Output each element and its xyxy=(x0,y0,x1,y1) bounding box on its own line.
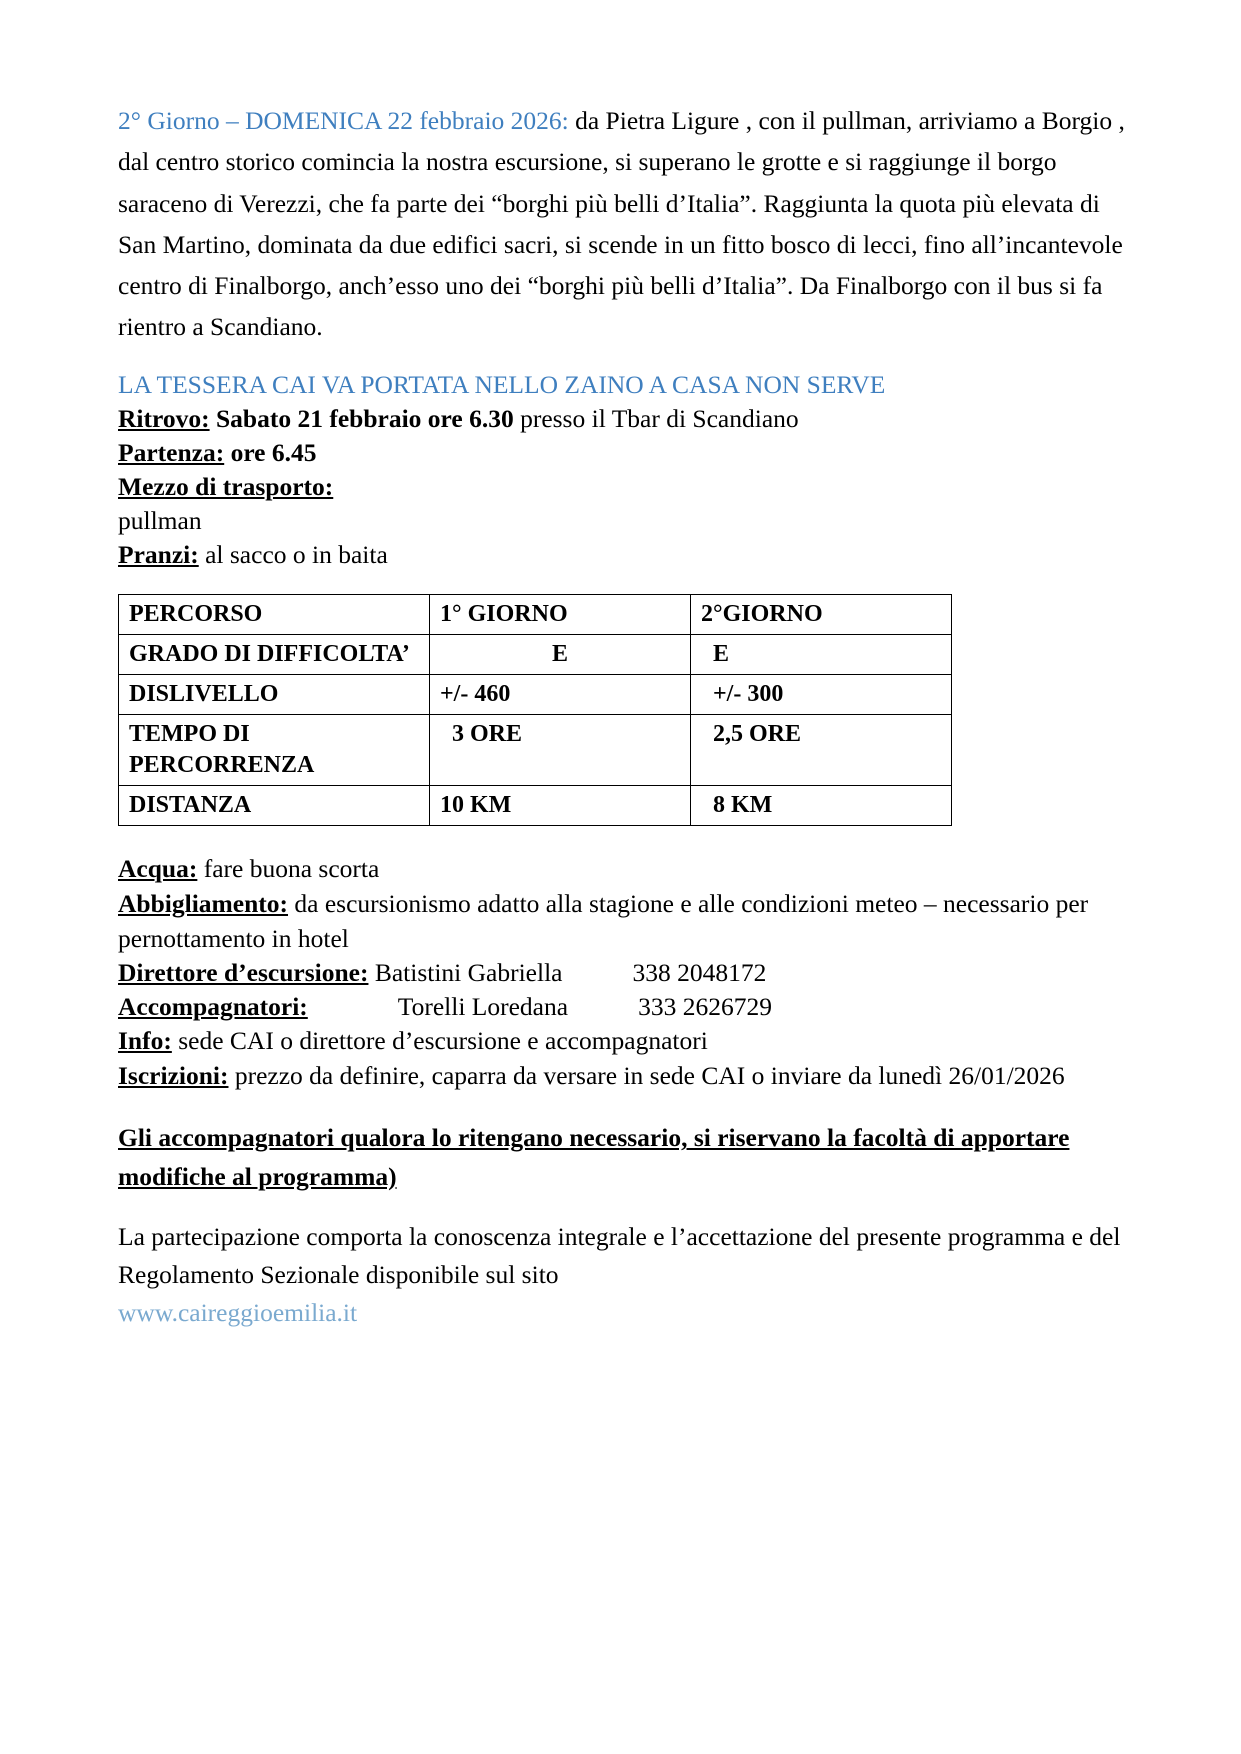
website-link[interactable]: www.caireggioemilia.it xyxy=(118,1298,358,1328)
meeting-bold-value: Sabato 21 febbraio ore 6.30 xyxy=(209,404,514,434)
director-label: Direttore d’escursione: xyxy=(118,958,369,988)
day2-heading: 2° Giorno – DOMENICA 22 febbraio 2026: xyxy=(118,106,569,135)
row-day1-distanza: 10 KM xyxy=(430,785,691,825)
guides-name: Torelli Loredana xyxy=(397,992,569,1022)
departure-value: ore 6.45 xyxy=(224,438,317,468)
row-day1-tempo: 3 ORE xyxy=(430,715,691,785)
transport-label: Mezzo di trasporto: xyxy=(118,472,334,502)
registration-label: Iscrizioni: xyxy=(118,1061,229,1091)
row-day2-tempo: 2,5 ORE xyxy=(691,715,952,785)
guides-phone: 333 2626729 xyxy=(638,992,772,1022)
transport-label-line xyxy=(118,470,1126,504)
row-label-tempo: TEMPO DI PERCORRENZA xyxy=(119,715,430,785)
guides-label: Accompagnatori: xyxy=(118,992,308,1022)
day2-paragraph xyxy=(118,100,1126,348)
cai-card-notice: LA TESSERA CAI VA PORTATA NELLO ZAINO A CASA NON SERVE xyxy=(118,369,886,399)
row-day1-dislivello: +/- 460 xyxy=(430,675,691,715)
day2-body: da Pietra Ligure , con il pullman, arriviamo a Borgio , dal centro storico comincia la nostra escursione, si superano le grotte e si raggiunge il borgo saraceno di Verezzi, che fa parte dei “borghi più belli d’Italia”. Raggiunta la quota più elevata di San Martino, dominata da due edifici sacri, si scende in un fitto bosco di lecci, fino all’incantevole centro di Finalborgo, anch’esso uno dei “borghi più belli d’Italia”. Da Finalborgo con il bus si fa rientro a Scandiano. xyxy=(118,106,1125,342)
departure-line xyxy=(118,436,1126,470)
info-line xyxy=(118,1024,1126,1058)
disclaimer-text: Gli accompagnatori qualora lo ritengano necessario, si riservano la facoltà di apportare modifiche al programma) xyxy=(118,1123,1070,1191)
table-header-row xyxy=(119,594,952,634)
table-header-day1: 1° GIORNO xyxy=(430,594,691,634)
clothing-line xyxy=(118,886,1126,956)
director-name: Batistini Gabriella xyxy=(368,958,563,988)
guides-line xyxy=(118,990,1126,1024)
table-header-percorso: PERCORSO xyxy=(119,594,430,634)
table-row xyxy=(119,785,952,825)
table-row xyxy=(119,634,952,674)
row-label-distanza: DISTANZA xyxy=(119,785,430,825)
info-value: sede CAI o direttore d’escursione e accompagnatori xyxy=(171,1026,708,1056)
water-label: Acqua: xyxy=(118,854,198,884)
table-header-day2: 2°GIORNO xyxy=(691,594,952,634)
registration-line xyxy=(118,1058,1126,1093)
row-day2-difficolta: E xyxy=(691,634,952,674)
meeting-label: Ritrovo: xyxy=(118,404,210,434)
registration-value: prezzo da definire, caparra da versare in sede CAI o inviare da lunedì 26/01/2026 xyxy=(228,1061,1065,1091)
departure-label: Partenza: xyxy=(118,438,225,468)
info-label: Info: xyxy=(118,1026,172,1056)
lunch-line xyxy=(118,538,1126,572)
clothing-label: Abbigliamento: xyxy=(118,889,289,919)
meeting-rest: presso il Tbar di Scandiano xyxy=(513,404,799,434)
water-line xyxy=(118,852,1126,886)
director-line xyxy=(118,956,1126,990)
row-label-difficolta: GRADO DI DIFFICOLTA’ xyxy=(119,634,430,674)
lunch-value: al sacco o in baita xyxy=(198,539,388,569)
water-value: fare buona scorta xyxy=(197,854,380,884)
lunch-label: Pranzi: xyxy=(118,539,199,569)
transport-value-line: pullman xyxy=(118,505,202,535)
clothing-value: da escursionismo adatto alla stagione e alle condizioni meteo – necessario per pernottamento in hotel xyxy=(118,889,1089,954)
row-day2-dislivello: +/- 300 xyxy=(691,675,952,715)
meeting-line xyxy=(118,402,1126,436)
final-paragraph: La partecipazione comporta la conoscenza integrale e l’accettazione del presente programma e del Regolamento Sezionale disponibile sul sito xyxy=(118,1221,1121,1290)
director-phone: 338 2048172 xyxy=(632,958,767,988)
row-day2-distanza: 8 KM xyxy=(691,785,952,825)
row-label-dislivello: DISLIVELLO xyxy=(119,675,430,715)
row-day1-difficolta: E xyxy=(430,634,691,674)
table-row xyxy=(119,715,952,785)
route-details-table xyxy=(118,594,952,826)
table-row xyxy=(119,675,952,715)
